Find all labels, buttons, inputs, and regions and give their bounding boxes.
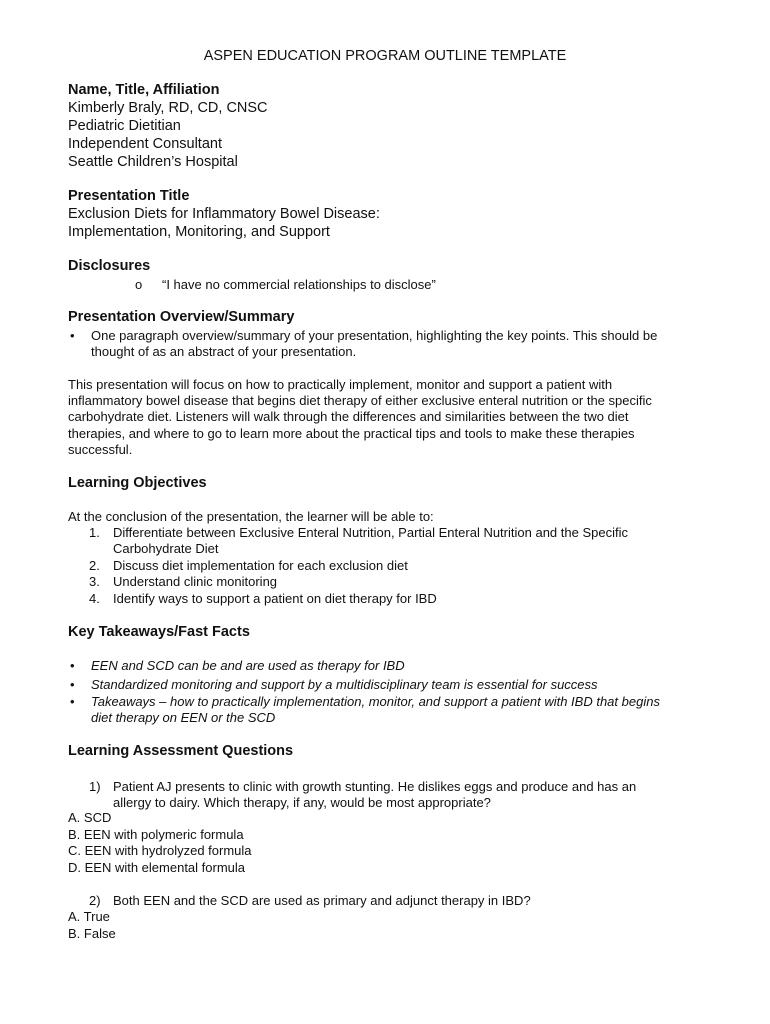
answer-option: B. EEN with polymeric formula [68, 827, 244, 842]
author-title: Pediatric Dietitian [68, 118, 181, 134]
objective-text: Identify ways to support a patient on diet therapy for IBD [113, 591, 437, 606]
question-text: allergy to dairy. Which therapy, if any, would be most appropriate? [113, 795, 491, 810]
overview-paragraph-line: inflammatory bowel disease that begins diet therapy of either exclusive enteral nutrition or the specific [68, 393, 652, 408]
overview-instruction-line: thought of as an abstract of your presentation. [91, 344, 357, 359]
takeaway-item: EEN and SCD can be and are used as therapy for IBD [91, 658, 405, 673]
overview-paragraph-line: successful. [68, 442, 133, 457]
takeaway-bullet-icon: • [70, 677, 75, 692]
objective-text: Differentiate between Exclusive Enteral Nutrition, Partial Enteral Nutrition and the Specific [113, 525, 628, 540]
takeaways-heading: Key Takeaways/Fast Facts [68, 624, 250, 640]
author-role: Independent Consultant [68, 136, 222, 152]
overview-bullet-icon: • [70, 328, 75, 343]
objective-text: Understand clinic monitoring [113, 574, 278, 589]
takeaway-bullet-icon: • [70, 658, 75, 673]
objective-number: 3. [89, 574, 100, 589]
presentation-title-heading: Presentation Title [68, 188, 190, 204]
overview-paragraph-line: therapies, and where to go to learn more about the practical tips and tools to make these therapies [68, 426, 635, 441]
takeaway-bullet-icon: • [70, 694, 75, 709]
answer-option: C. EEN with hydrolyzed formula [68, 843, 252, 858]
overview-instruction-line: One paragraph overview/summary of your presentation, highlighting the key points. This should be [91, 328, 658, 343]
answer-option: B. False [68, 926, 116, 941]
author-affiliation: Seattle Children’s Hospital [68, 154, 238, 170]
takeaway-item: Takeaways – how to practically implementation, monitor, and support a patient with IBD that begins [91, 694, 660, 709]
overview-heading: Presentation Overview/Summary [68, 309, 295, 325]
objectives-intro: At the conclusion of the presentation, the learner will be able to: [68, 509, 434, 524]
objective-number: 2. [89, 558, 100, 573]
document-title: ASPEN EDUCATION PROGRAM OUTLINE TEMPLATE [203, 48, 567, 64]
question-number: 1) [89, 779, 101, 794]
disclosures-heading: Disclosures [68, 258, 151, 274]
takeaway-item: Standardized monitoring and support by a multidisciplinary team is essential for success [91, 677, 598, 692]
objective-number: 4. [89, 591, 100, 606]
name-heading: Name, Title, Affiliation [68, 82, 220, 98]
author-name: Kimberly Braly, RD, CD, CNSC [68, 100, 268, 116]
presentation-title-line: Implementation, Monitoring, and Support [68, 224, 330, 240]
disclosure-bullet-icon: o [135, 277, 143, 292]
question-text: Patient AJ presents to clinic with growth stunting. He dislikes eggs and produce and has an [113, 779, 637, 794]
answer-option: A. True [68, 909, 110, 924]
question-number: 2) [89, 893, 101, 908]
presentation-title-line: Exclusion Diets for Inflammatory Bowel Disease: [68, 206, 380, 222]
takeaway-item: diet therapy on EEN or the SCD [91, 710, 276, 725]
assessment-heading: Learning Assessment Questions [68, 743, 294, 759]
overview-paragraph-line: carbohydrate diet. Listeners will walk through the differences and similarities between the two diet [68, 409, 629, 424]
question-text: Both EEN and the SCD are used as primary and adjunct therapy in IBD? [113, 893, 531, 908]
answer-option: A. SCD [68, 810, 112, 825]
answer-option: D. EEN with elemental formula [68, 860, 246, 875]
objective-text: Carbohydrate Diet [113, 541, 219, 556]
objective-text: Discuss diet implementation for each exclusion diet [113, 558, 408, 573]
objectives-heading: Learning Objectives [68, 475, 207, 491]
objective-number: 1. [89, 525, 100, 540]
overview-paragraph-line: This presentation will focus on how to practically implement, monitor and support a patient with [68, 377, 613, 392]
disclosure-statement: “I have no commercial relationships to disclose” [162, 277, 436, 292]
